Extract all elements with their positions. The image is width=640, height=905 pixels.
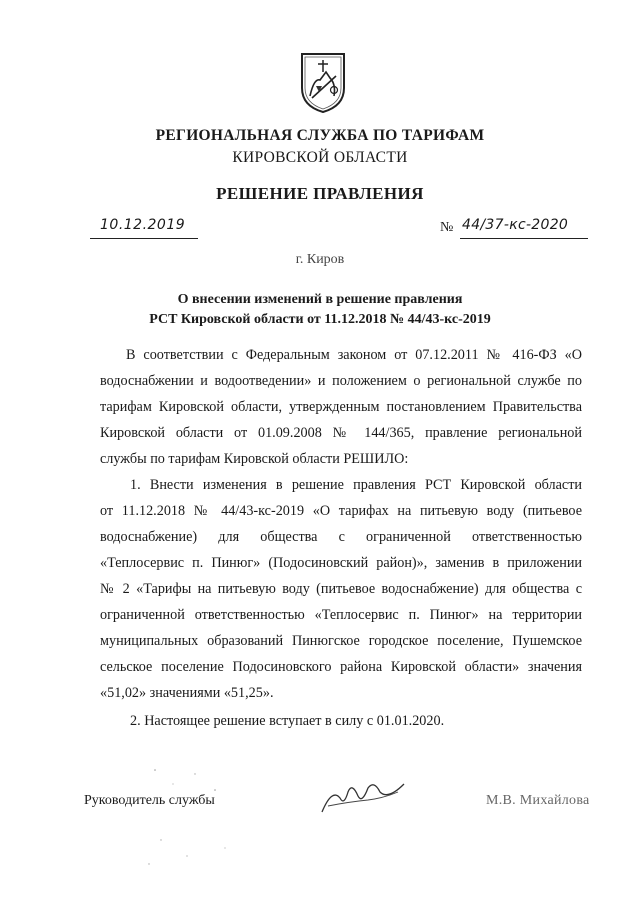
body-line: «51,02» значениями «51,25». [100, 685, 274, 701]
subject-line: О внесении изменений в решение правления [177, 292, 463, 307]
number-underline [460, 238, 588, 239]
body-line: от 11.12.2018 № 44/43-кс-2019 «О тарифах на питьевую воду (питьевое [100, 503, 582, 519]
document-title: РЕШЕНИЕ ПРАВЛЕНИЯ [216, 184, 424, 203]
body-line: муниципальных образований Пинюгское городское поселение, Пушемское [100, 633, 582, 649]
subject-line: РСТ Кировской области от 11.12.2018 № 44/43-кс-2019 [149, 312, 491, 327]
decision-date: 10.12.2019 [100, 217, 186, 233]
body-line: В соответствии с Федеральным законом от 07.12.2011 № 416-ФЗ «О [126, 347, 582, 363]
body-line: ограниченной ответственностью «Теплосервис п. Пинюг» на территории [100, 607, 582, 623]
body-line: «Теплосервис п. Пинюг» (Подосиновский район)», заменив в приложении [100, 555, 582, 571]
body-line: водоснабжение) для общества с ограниченной ответственностью [100, 529, 582, 545]
subject-heading [110, 290, 530, 330]
date-underline [90, 238, 198, 239]
city: г. Киров [295, 252, 345, 267]
body-line: службы по тарифам Кировской области РЕШИЛО: [100, 451, 409, 467]
handwritten-signature-icon [318, 778, 408, 818]
signatory-position: Руководитель службы [84, 793, 215, 808]
decision-number-field [440, 217, 590, 242]
body-line: № 2 «Тарифы на питьевую воду (питьевое водоснабжение) для общества с [100, 581, 582, 597]
number-sign: № [440, 220, 454, 235]
body-line: 1. Внести изменения в решение правления РСТ Кировской области [130, 477, 582, 493]
signatory-name: М.В. Михайлова [486, 793, 590, 808]
body-line: 2. Настоящее решение вступает в силу с 01.01.2020. [130, 713, 445, 729]
body-line: сельское поселение Подосиновского района Кировской области» значения [100, 659, 582, 675]
org-name-line2: КИРОВСКОЙ ОБЛАСТИ [232, 149, 408, 166]
scan-noise-icon [135, 760, 245, 880]
body-line: тарифам Кировской области, утвержденным постановлением Правительства [100, 399, 582, 415]
decision-number: 44/37-кс-2020 [462, 217, 569, 233]
decision-date-field [100, 217, 200, 242]
kirov-coat-of-arms-icon [296, 50, 350, 114]
org-name-line1: РЕГИОНАЛЬНАЯ СЛУЖБА ПО ТАРИФАМ [155, 127, 485, 144]
body-line: водоснабжении и водоотведении» и положением о региональной службе по [100, 373, 582, 389]
body-line: Кировской области от 01.09.2008 № 144/365, правление региональной [100, 425, 582, 441]
